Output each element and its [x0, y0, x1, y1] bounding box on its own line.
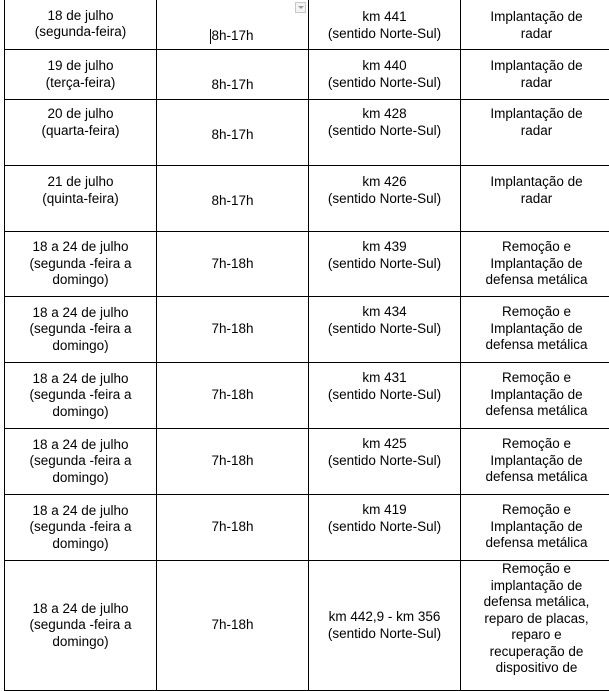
date-text: 18 a 24 de julho (segunda -feira a domingo): [7, 437, 154, 487]
location-cell[interactable]: [309, 232, 461, 297]
location-text: km 440 (sentido Norte-Sul): [311, 58, 458, 91]
date-text: 18 a 24 de julho (segunda -feira a domingo): [7, 601, 154, 651]
location-text: km 426 (sentido Norte-Sul): [311, 174, 458, 207]
date-cell[interactable]: [5, 363, 157, 429]
text-cursor: [210, 29, 211, 44]
time-cell[interactable]: [157, 50, 309, 100]
date-cell[interactable]: [5, 495, 157, 561]
location-cell[interactable]: [309, 100, 461, 166]
time-text: 8h-17h: [159, 77, 306, 94]
table-row: [5, 232, 609, 297]
date-cell[interactable]: [5, 561, 157, 691]
activity-cell[interactable]: [461, 363, 609, 429]
table-row: [5, 363, 609, 429]
activity-cell[interactable]: [461, 166, 609, 232]
time-text: 7h-18h: [159, 256, 306, 273]
time-text: 7h-18h: [159, 453, 306, 470]
time-cell[interactable]: [157, 429, 309, 495]
time-cell[interactable]: [157, 0, 309, 50]
location-cell[interactable]: [309, 429, 461, 495]
activity-text: Implantação de radar: [463, 9, 609, 42]
activity-text: Remoção e Implantação de defensa metálica: [463, 370, 609, 420]
time-text: 8h-17h: [159, 127, 306, 144]
location-cell[interactable]: [309, 0, 461, 50]
table-row: [5, 495, 609, 561]
time-text: 7h-18h: [159, 617, 306, 634]
date-text: 18 a 24 de julho (segunda -feira a domingo): [7, 503, 154, 553]
time-cell[interactable]: [157, 232, 309, 297]
date-cell[interactable]: [5, 166, 157, 232]
table-row: [5, 0, 609, 50]
activity-cell[interactable]: [461, 429, 609, 495]
date-cell[interactable]: [5, 297, 157, 363]
time-text: 7h-18h: [159, 387, 306, 404]
table-row: [5, 100, 609, 166]
table-row: [5, 297, 609, 363]
location-cell[interactable]: [309, 166, 461, 232]
date-text: 20 de julho (quarta-feira): [7, 106, 154, 139]
activity-text: Remoção e Implantação de defensa metálica: [463, 239, 609, 289]
time-cell[interactable]: [157, 495, 309, 561]
location-cell[interactable]: [309, 363, 461, 429]
location-text: km 439 (sentido Norte-Sul): [311, 239, 458, 272]
activity-text: Implantação de radar: [463, 106, 609, 139]
activity-cell[interactable]: [461, 232, 609, 297]
schedule-table: [4, 0, 609, 691]
activity-text: Implantação de radar: [463, 58, 609, 91]
activity-cell[interactable]: [461, 297, 609, 363]
date-cell[interactable]: [5, 429, 157, 495]
time-text: 8h-17h: [159, 193, 306, 210]
time-cell[interactable]: [157, 363, 309, 429]
location-text: km 419 (sentido Norte-Sul): [311, 502, 458, 535]
date-text: 18 a 24 de julho (segunda -feira a domingo): [7, 239, 154, 289]
time-cell[interactable]: [157, 166, 309, 232]
activity-text: Remoção e Implantação de defensa metálica: [463, 436, 609, 486]
location-cell[interactable]: [309, 561, 461, 691]
date-text: 18 a 24 de julho (segunda -feira a domingo): [7, 305, 154, 355]
activity-text: Remoção e implantação de defensa metálica, reparo de placas, reparo e recuperação de dispositivo de: [463, 561, 609, 677]
activity-text: Remoção e Implantação de defensa metálica: [463, 304, 609, 354]
location-text: km 425 (sentido Norte-Sul): [311, 436, 458, 469]
location-text: km 441 (sentido Norte-Sul): [311, 9, 458, 42]
table-row: [5, 429, 609, 495]
location-text: km 428 (sentido Norte-Sul): [311, 106, 458, 139]
date-text: 19 de julho (terça-feira): [7, 58, 154, 91]
table-row: [5, 561, 609, 691]
location-cell[interactable]: [309, 495, 461, 561]
activity-cell[interactable]: [461, 0, 609, 50]
date-text: 21 de julho (quinta-feira): [7, 174, 154, 207]
date-text: 18 a 24 de julho (segunda -feira a domingo): [7, 371, 154, 421]
activity-cell[interactable]: [461, 561, 609, 691]
time-text: 8h-17h: [211, 28, 253, 45]
time-text: 7h-18h: [159, 519, 306, 536]
activity-text: Remoção e Implantação de defensa metálica: [463, 502, 609, 552]
location-text: km 442,9 - km 356 (sentido Norte-Sul): [311, 609, 458, 642]
activity-text: Implantação de radar: [463, 174, 609, 207]
activity-cell[interactable]: [461, 495, 609, 561]
table-row: [5, 50, 609, 100]
table-row: [5, 166, 609, 232]
date-text: 18 de julho (segunda-feira): [7, 8, 154, 41]
location-text: km 434 (sentido Norte-Sul): [311, 304, 458, 337]
activity-cell[interactable]: [461, 50, 609, 100]
date-cell[interactable]: [5, 232, 157, 297]
time-cell[interactable]: [157, 100, 309, 166]
date-cell[interactable]: [5, 0, 157, 50]
location-cell[interactable]: [309, 50, 461, 100]
activity-cell[interactable]: [461, 100, 609, 166]
time-cell[interactable]: [157, 561, 309, 691]
date-cell[interactable]: [5, 100, 157, 166]
location-cell[interactable]: [309, 297, 461, 363]
date-cell[interactable]: [5, 50, 157, 100]
time-cell[interactable]: [157, 297, 309, 363]
time-text: 7h-18h: [159, 321, 306, 338]
cell-dropdown-handle-icon[interactable]: [295, 2, 306, 13]
location-text: km 431 (sentido Norte-Sul): [311, 370, 458, 403]
